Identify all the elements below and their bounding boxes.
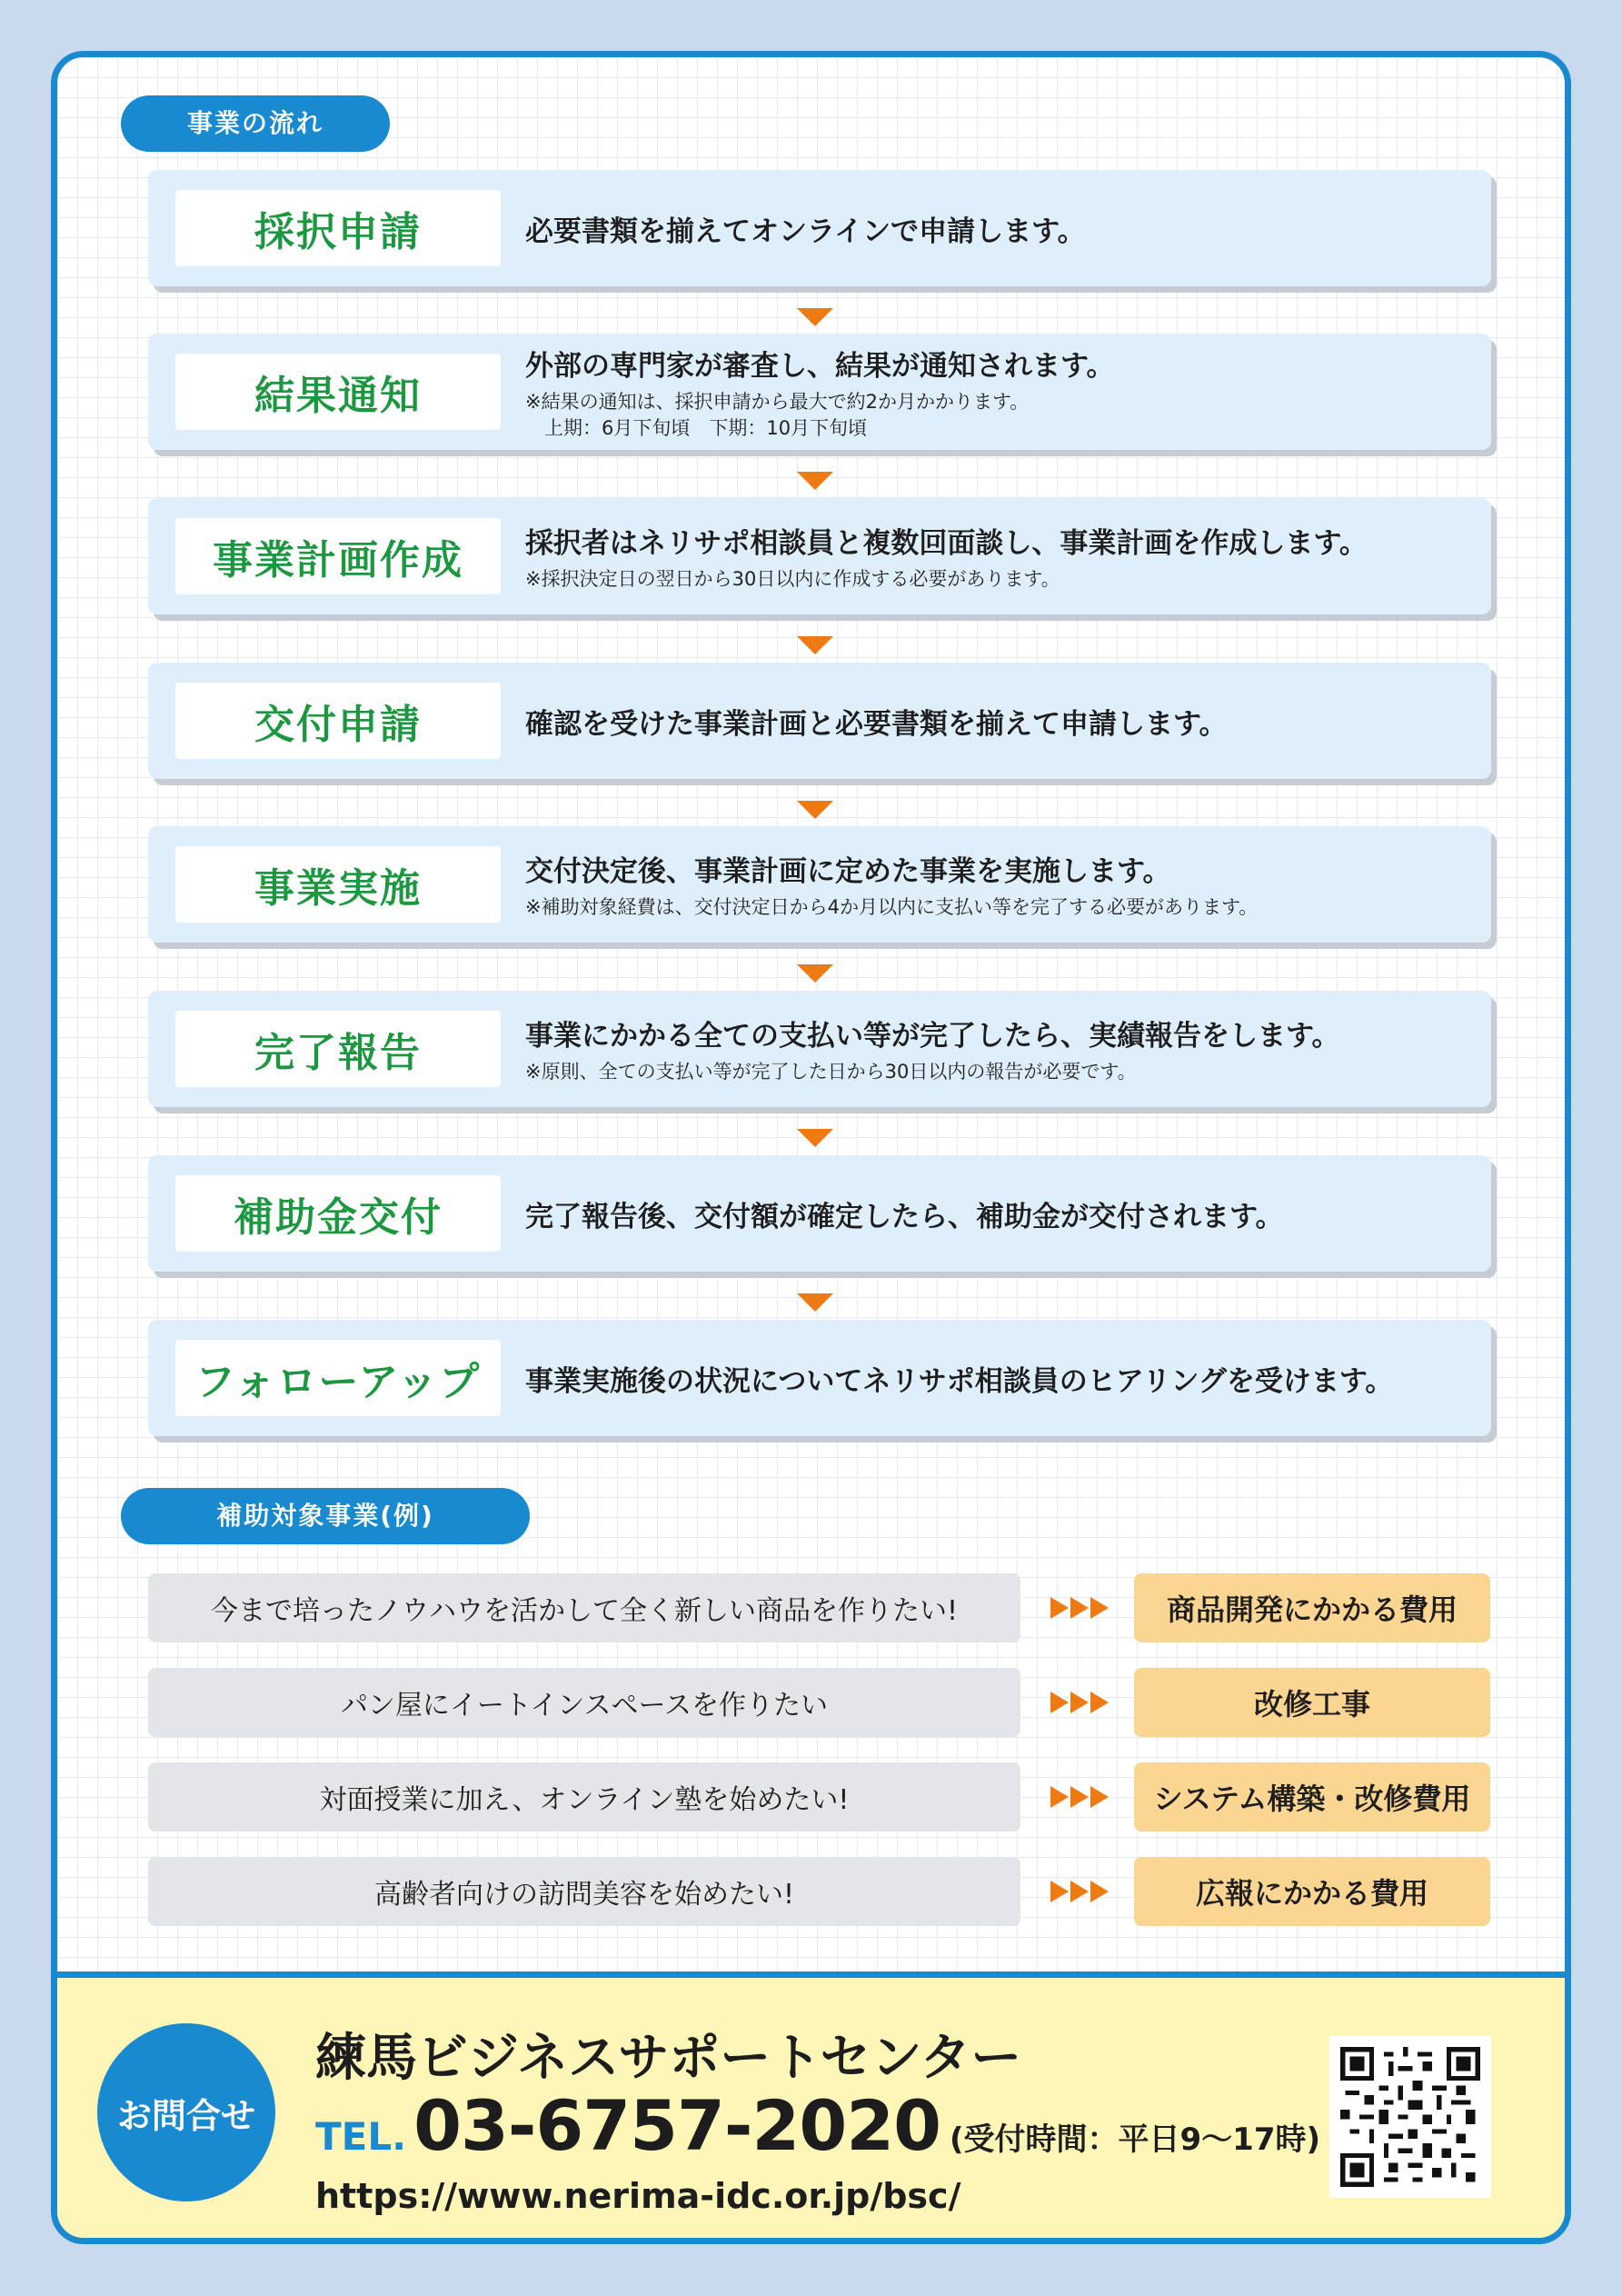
- step-desc: 外部の専門家が審査し、結果が通知されます。: [525, 350, 1115, 384]
- flow-step-2: [148, 334, 1491, 450]
- step-desc: 事業実施後の状況についてネリサポ相談員のヒアリングを受けます。: [525, 1364, 1394, 1398]
- example-case: 対面授業に加え、オンライン塾を始めたい!: [148, 1762, 1020, 1832]
- step-title: 交付申請: [175, 683, 501, 759]
- triple-arrow-icon: [1034, 1668, 1125, 1737]
- example-row: [148, 1857, 1490, 1926]
- tel-hours: (受付時間：平日9～17時): [949, 2121, 1321, 2158]
- flyer-sheet: [51, 51, 1571, 2244]
- flow-step-8: [148, 1320, 1491, 1436]
- contact-footer: [57, 1972, 1565, 2244]
- step-title: 事業計画作成: [175, 518, 501, 594]
- flow-step-3: [148, 498, 1491, 614]
- examples-heading: 補助対象事業(例): [121, 1488, 530, 1544]
- example-case: パン屋にイートインスペースを作りたい: [148, 1668, 1020, 1737]
- flow-step-6: [148, 991, 1491, 1107]
- down-arrow-icon: [797, 636, 833, 654]
- step-title: フォローアップ: [175, 1340, 501, 1416]
- step-title: 結果通知: [175, 354, 501, 430]
- step-note: ※補助対象経費は、交付決定日から4か月以内に支払い等を完了する必要があります。: [525, 896, 1259, 919]
- down-arrow-icon: [797, 472, 833, 490]
- step-title: 補助金交付: [175, 1175, 501, 1252]
- down-arrow-icon: [797, 801, 833, 819]
- tel-number[interactable]: 03-6757-2020: [413, 2085, 940, 2166]
- step-title: 採択申請: [175, 190, 501, 266]
- triple-arrow-icon: [1034, 1762, 1125, 1832]
- down-arrow-icon: [797, 308, 833, 326]
- example-result: 商品開発にかかる費用: [1134, 1573, 1490, 1642]
- tel-line: [315, 2085, 1320, 2166]
- example-row: [148, 1668, 1490, 1737]
- website-link[interactable]: https://www.nerima-idc.or.jp/bsc/: [315, 2176, 961, 2216]
- flow-step-7: [148, 1155, 1491, 1272]
- step-desc: 交付決定後、事業計画に定めた事業を実施します。: [525, 855, 1171, 889]
- flow-step-1: [148, 170, 1491, 286]
- step-desc: 必要書類を揃えてオンラインで申請します。: [525, 215, 1086, 248]
- example-result: 広報にかかる費用: [1134, 1857, 1490, 1926]
- triple-arrow-icon: [1034, 1573, 1125, 1642]
- qr-code-icon: [1329, 2036, 1491, 2198]
- step-desc: 完了報告後、交付額が確定したら、補助金が交付されます。: [525, 1200, 1284, 1233]
- tel-label: TEL.: [315, 2114, 407, 2159]
- example-case: 今まで培ったノウハウを活かして全く新しい商品を作りたい!: [148, 1573, 1020, 1642]
- step-note: ※採択決定日の翌日から30日以内に作成する必要があります。: [525, 568, 1060, 591]
- example-row: [148, 1573, 1490, 1642]
- step-note: ※結果の通知は、採択申請から最大で約2か月かかります。 上期：6月下旬頃 下期：10月下旬頃: [525, 391, 1030, 439]
- contact-badge: お問合せ: [97, 2023, 275, 2201]
- step-note: ※原則、全ての支払い等が完了した日から30日以内の報告が必要です。: [525, 1061, 1137, 1083]
- example-result: システム構築・改修費用: [1134, 1762, 1490, 1832]
- flow-step-4: [148, 663, 1491, 779]
- step-desc: 確認を受けた事業計画と必要書類を揃えて申請します。: [525, 707, 1228, 741]
- triple-arrow-icon: [1034, 1857, 1125, 1926]
- org-name: 練馬ビジネスサポートセンター: [315, 2029, 1022, 2088]
- down-arrow-icon: [797, 1129, 833, 1147]
- step-desc: 採択者はネリサポ相談員と複数回面談し、事業計画を作成します。: [525, 527, 1368, 561]
- down-arrow-icon: [797, 1293, 833, 1312]
- step-title: 完了報告: [175, 1011, 501, 1087]
- example-result: 改修工事: [1134, 1668, 1490, 1737]
- step-title: 事業実施: [175, 846, 501, 923]
- down-arrow-icon: [797, 964, 833, 983]
- step-desc: 事業にかかる全ての支払い等が完了したら、実績報告をします。: [525, 1020, 1340, 1053]
- example-case: 高齢者向けの訪問美容を始めたい!: [148, 1857, 1020, 1926]
- example-row: [148, 1762, 1490, 1832]
- flow-heading: 事業の流れ: [121, 95, 390, 152]
- flow-step-5: [148, 826, 1491, 943]
